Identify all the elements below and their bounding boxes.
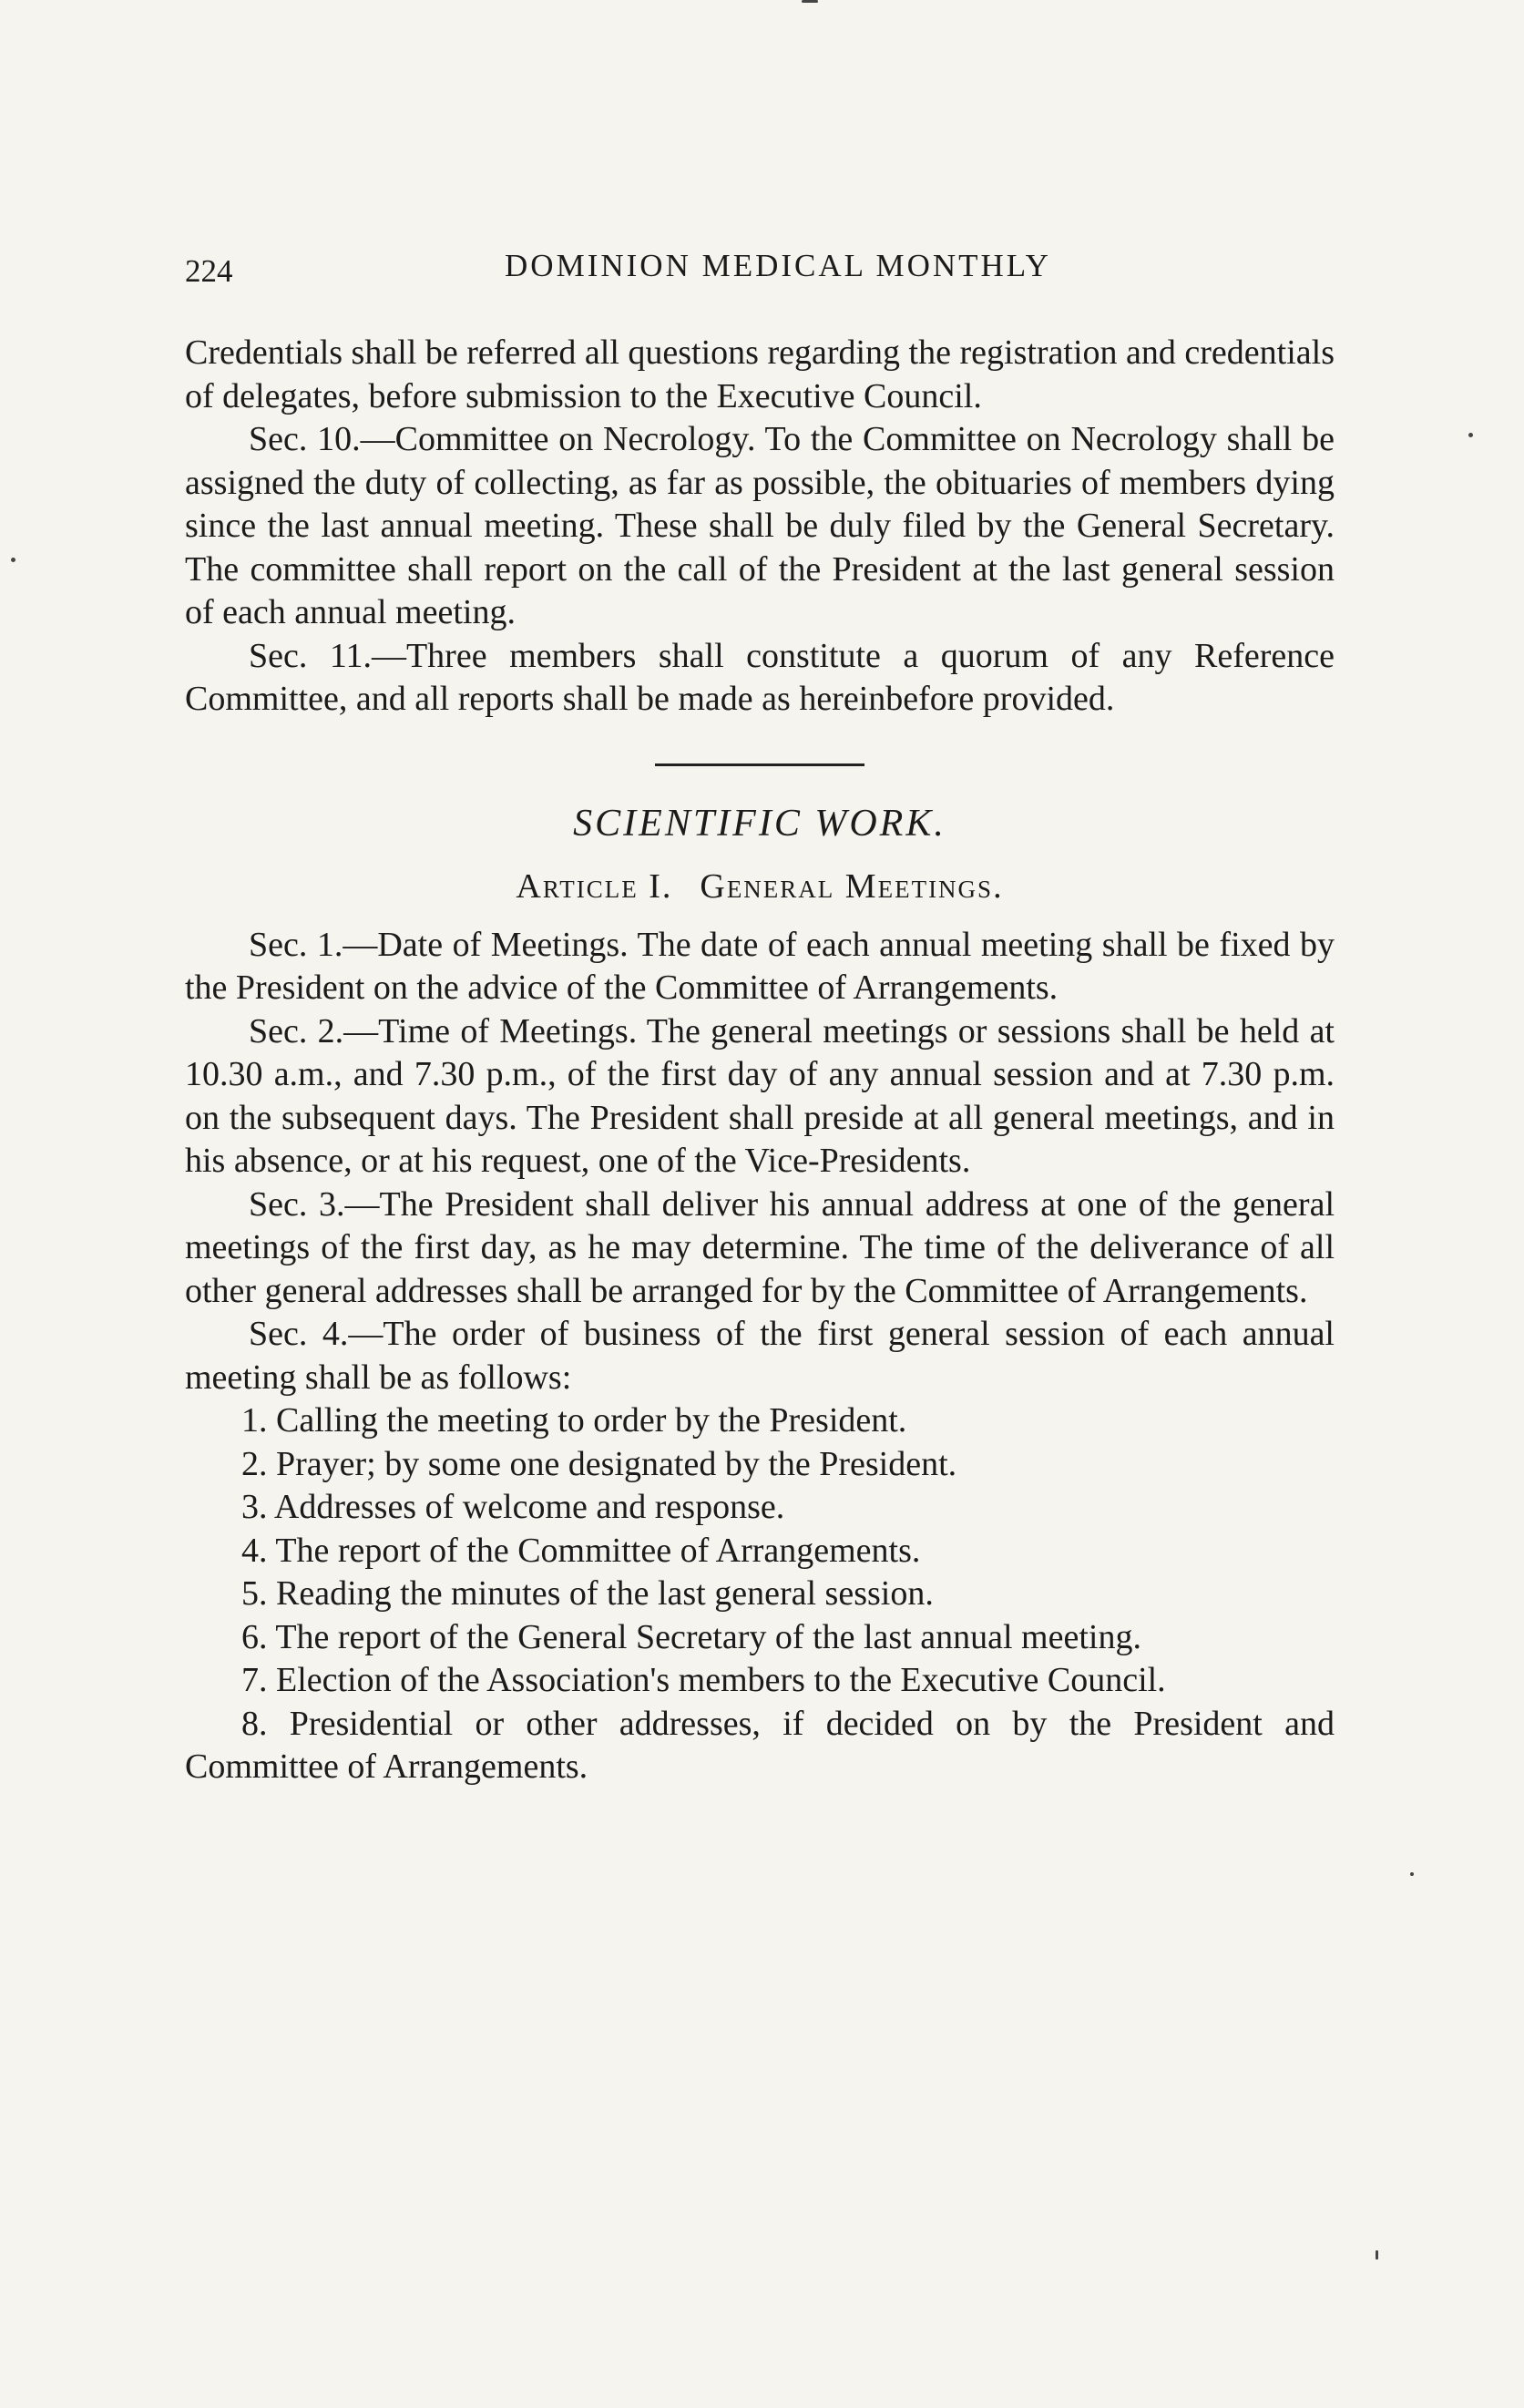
paragraph-sec-10: Sec. 10.—Committee on Necrology. To the Committee on Necrology shall be assigned the duty of collecting, as far as possible, the obituaries of members dying since the last annual meeting. These shall be duly filed by the General Secretary. The committee shall report on the call of the President at the last general session of each annual meeting. bbox=[185, 420, 1335, 631]
scan-speck bbox=[1410, 1872, 1414, 1876]
running-title: DOMINION MEDICAL MONTHLY bbox=[505, 248, 1051, 283]
article-heading bbox=[185, 866, 1335, 909]
paragraph-sec-11: Sec. 11.—Three members shall constitute a quorum of any Reference Committee, and all reports shall be made as hereinbefore provided. bbox=[185, 636, 1335, 718]
article-number: Article I. bbox=[516, 867, 673, 906]
order-of-business-list bbox=[185, 1399, 1335, 1789]
list-item: 8. Presidential or other addresses, if decided on by the President and Committee of Arrangements. bbox=[185, 1704, 1335, 1786]
paragraph-sec-1: Sec. 1.—Date of Meetings. The date of each annual meeting shall be fixed by the President on the advice of the Committee of Arrangements. bbox=[185, 925, 1335, 1007]
list-item: 1. Calling the meeting to order by the President. bbox=[241, 1401, 907, 1440]
scan-speck bbox=[1376, 2250, 1378, 2259]
page-body bbox=[185, 332, 1335, 1789]
paragraph-credentials: Credentials shall be referred all questions regarding the registration and credentials of delegates, before submission to the Executive Council. bbox=[185, 333, 1335, 415]
page-header bbox=[185, 244, 1335, 299]
list-item: 2. Prayer; by some one designated by the President. bbox=[241, 1444, 957, 1483]
paragraph-sec-2: Sec. 2.—Time of Meetings. The general meetings or sessions shall be held at 10.30 a.m., and 7.30 p.m., of the first day of any annual session and at 7.30 p.m. on the subsequent days. The President shall preside at all general meetings, and in his absence, or at his request, one of the Vice-Presidents. bbox=[185, 1011, 1335, 1180]
paragraph-sec-4: Sec. 4.—The order of business of the first general session of each annual meeting shall be as follows: bbox=[185, 1315, 1335, 1397]
article-title: General Meetings. bbox=[700, 867, 1004, 906]
list-item: 4. The report of the Committee of Arrangements. bbox=[241, 1531, 921, 1570]
section-title: SCIENTIFIC WORK. bbox=[573, 802, 946, 845]
list-item: 3. Addresses of welcome and response. bbox=[241, 1488, 785, 1526]
scan-speck bbox=[11, 558, 15, 562]
book-page bbox=[185, 244, 1335, 1789]
scan-mark bbox=[802, 0, 818, 3]
list-item: 7. Election of the Association's members to the Executive Council. bbox=[241, 1661, 1166, 1699]
list-item: 5. Reading the minutes of the last general session. bbox=[241, 1574, 934, 1613]
paragraph-sec-3: Sec. 3.—The President shall deliver his annual address at one of the general meetings of the first day, as he may determine. The time of the deliverance of all other general addresses shall be arranged for by the Committee of Arrangements. bbox=[185, 1184, 1335, 1310]
page-number: 224 bbox=[185, 253, 233, 289]
section-divider bbox=[655, 763, 864, 766]
list-item: 6. The report of the General Secretary of the last annual meeting. bbox=[241, 1617, 1141, 1656]
scan-speck bbox=[1468, 433, 1473, 437]
